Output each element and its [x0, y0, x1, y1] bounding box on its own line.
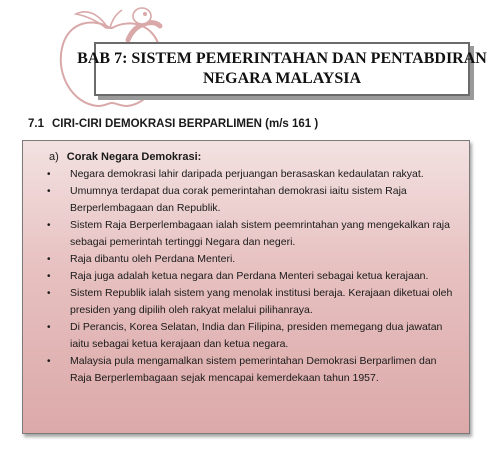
- list-item: [37, 268, 455, 285]
- list-item-text: Umumnya terdapat dua corak pemerintahan demokrasi iaitu sistem Raja Berperlembagaan dan Republik.: [70, 185, 407, 214]
- bullet-icon: •: [47, 220, 51, 231]
- list-item: [37, 251, 455, 268]
- sub-heading-letter: a): [49, 151, 59, 163]
- list-item-text: Sistem Republik ialah sistem yang menolak institusi beraja. Kerajaan diketuai oleh presiden yang dipilih oleh rakyat melalui pilihanraya.: [70, 287, 453, 316]
- bullet-list: [37, 166, 455, 387]
- bullet-icon: •: [47, 254, 51, 265]
- section-title: CIRI-CIRI DEMOKRASI BERPARLIMEN (m/s 161 ): [52, 118, 319, 130]
- list-item-text: Malaysia pula mengamalkan sistem pemerintahan Demokrasi Berparlimen dan Raja Berperlembagaan sejak mencapai kemerdekaan tahun 1957.: [70, 355, 437, 384]
- bullet-icon: •: [47, 169, 51, 180]
- list-item-text: Raja dibantu oleh Perdana Menteri.: [70, 253, 236, 265]
- bullet-icon: •: [47, 186, 51, 197]
- section-heading: [28, 118, 318, 130]
- bullet-icon: •: [47, 288, 51, 299]
- list-item: [37, 319, 455, 353]
- list-item-text: Raja juga adalah ketua negara dan Perdana Menteri sebagai ketua kerajaan.: [70, 270, 429, 282]
- section-number: 7.1: [28, 118, 44, 130]
- list-item: [37, 353, 455, 387]
- bullet-icon: •: [47, 356, 51, 367]
- sub-heading-text: Corak Negara Demokrasi:: [66, 151, 202, 163]
- sub-heading: [49, 151, 455, 163]
- chapter-title-box: [77, 42, 487, 96]
- list-item: [37, 217, 455, 251]
- list-item-text: Negara demokrasi lahir daripada perjuangan berasaskan kedaulatan rakyat.: [70, 168, 424, 180]
- list-item: [37, 166, 455, 183]
- worm-head: [133, 8, 151, 24]
- notes-panel: [22, 140, 470, 434]
- leaf-outline: [76, 12, 108, 28]
- chapter-title-line-1: BAB 7: SISTEM PEMERINTAHAN DAN PENTABDIRAN: [77, 50, 487, 67]
- chapter-title-line-2: NEGARA MALAYSIA: [202, 70, 362, 87]
- list-item-text: Di Perancis, Korea Selatan, India dan Filipina, presiden memegang dua jawatan iaitu sebagai ketua kerajaan dan ketua negara.: [70, 321, 443, 350]
- worm-eye: [143, 12, 147, 16]
- list-item-text: Sistem Raja Berperlembagaan ialah sistem peemrintahan yang mengekalkan raja sebagai pemerintah tertinggi Negara dan negeri.: [70, 219, 450, 248]
- list-item: [37, 183, 455, 217]
- bullet-icon: •: [47, 271, 51, 282]
- bullet-icon: •: [47, 322, 51, 333]
- list-item: [37, 285, 455, 319]
